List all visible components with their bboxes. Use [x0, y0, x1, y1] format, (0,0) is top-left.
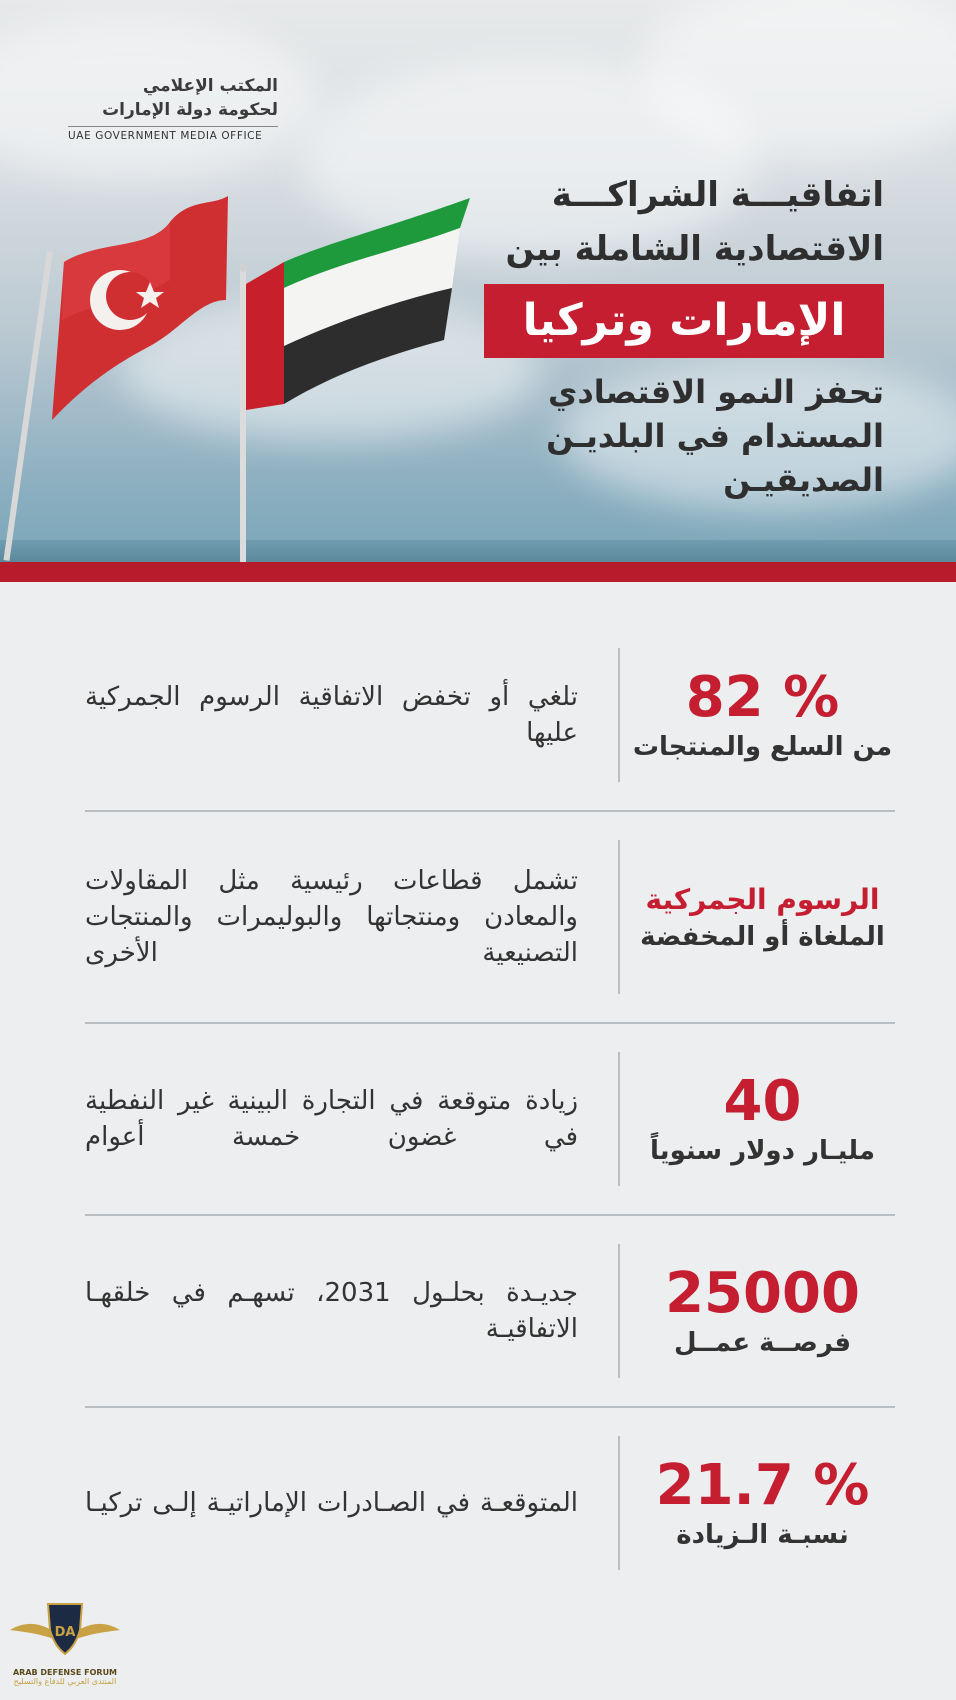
headline-banner: الإمارات وتركيا [484, 284, 884, 358]
headline-line-1: اتفاقيـــة الشراكـــة [551, 175, 884, 215]
uae-flagpole [240, 268, 246, 562]
headline-line-2: الاقتصادية الشاملة بين [505, 229, 884, 269]
stat-caption: فرصــة عمــل [673, 1328, 852, 1358]
stat-row [60, 1428, 895, 1578]
stat-description: المتوقعـة في الصـادرات الإماراتيـة إلـى تركيـا [85, 1488, 578, 1518]
watermark-emblem-text: DA [54, 1625, 76, 1640]
logo-english: UAE GOVERNMENT MEDIA OFFICE [68, 126, 278, 142]
stat-description: تشمل قطاعات رئيسية مثل المقاولات والمعادن ومنتجاتها والبوليمرات والمنتجات التصنيعية الأخرى [85, 866, 578, 968]
stat-title: الرسوم الجمركية [645, 883, 880, 916]
stat-value: 40 [723, 1069, 802, 1134]
row-divider [85, 1406, 895, 1408]
subheadline-line-1: تحفز النمو الاقتصادي [548, 373, 884, 411]
stat-key [620, 666, 895, 764]
stat-key [620, 1262, 895, 1360]
stat-description: زيادة متوقعة في التجارة البينية غير النفطية في غضون خمسة أعوام [85, 1086, 578, 1152]
row-divider [85, 1214, 895, 1216]
stat-caption: الملغاة أو المخفضة [640, 922, 885, 952]
stat-key [620, 1454, 895, 1552]
vertical-separator [618, 648, 620, 782]
stat-row [60, 1044, 895, 1194]
uae-media-office-logo [68, 74, 278, 142]
stat-row [60, 1236, 895, 1386]
stat-caption: من السلع والمنتجات [632, 732, 893, 762]
watermark-name: ARAB DEFENSE FORUM [12, 1668, 118, 1677]
stat-key [620, 880, 895, 954]
logo-line-2: لحكومة دولة الإمارات [102, 100, 278, 120]
stat-caption: نسبـة الـزيادة [676, 1520, 849, 1550]
arab-defense-forum-watermark [6, 1600, 124, 1696]
stat-value: 82 % [685, 665, 840, 730]
turkey-flagpole [3, 251, 52, 561]
vertical-separator [618, 1436, 620, 1570]
stat-row [60, 832, 895, 1002]
stat-value: 21.7 % [655, 1453, 870, 1518]
stat-row [60, 640, 895, 790]
vertical-separator [618, 1244, 620, 1378]
stat-key [620, 1070, 895, 1168]
vertical-separator [618, 840, 620, 994]
stats-list [60, 640, 895, 1578]
logo-line-1: المكتب الإعلامي [142, 76, 278, 96]
row-divider [85, 810, 895, 812]
subheadline-line-2: المستدام في البلديـن [546, 417, 884, 455]
subheadline-line-3: الصديقيـن [723, 461, 884, 499]
headline [364, 168, 884, 502]
stat-description: تلغي أو تخفض الاتفاقية الرسوم الجمركية عليها [85, 682, 578, 748]
eagle-shield-icon [6, 1600, 124, 1662]
red-divider-bar [0, 562, 956, 582]
stat-value: 25000 [665, 1261, 860, 1326]
watermark-name-ar: المنتدى العربي للدفاع والتسليح [13, 1677, 117, 1686]
vertical-separator [618, 1052, 620, 1186]
stat-description: جديـدة بحلـول 2031، تسهـم في خلقهـا الاتفاقيـة [85, 1278, 578, 1344]
stat-caption: مليـار دولار سنوياً [650, 1136, 875, 1166]
row-divider [85, 1022, 895, 1024]
